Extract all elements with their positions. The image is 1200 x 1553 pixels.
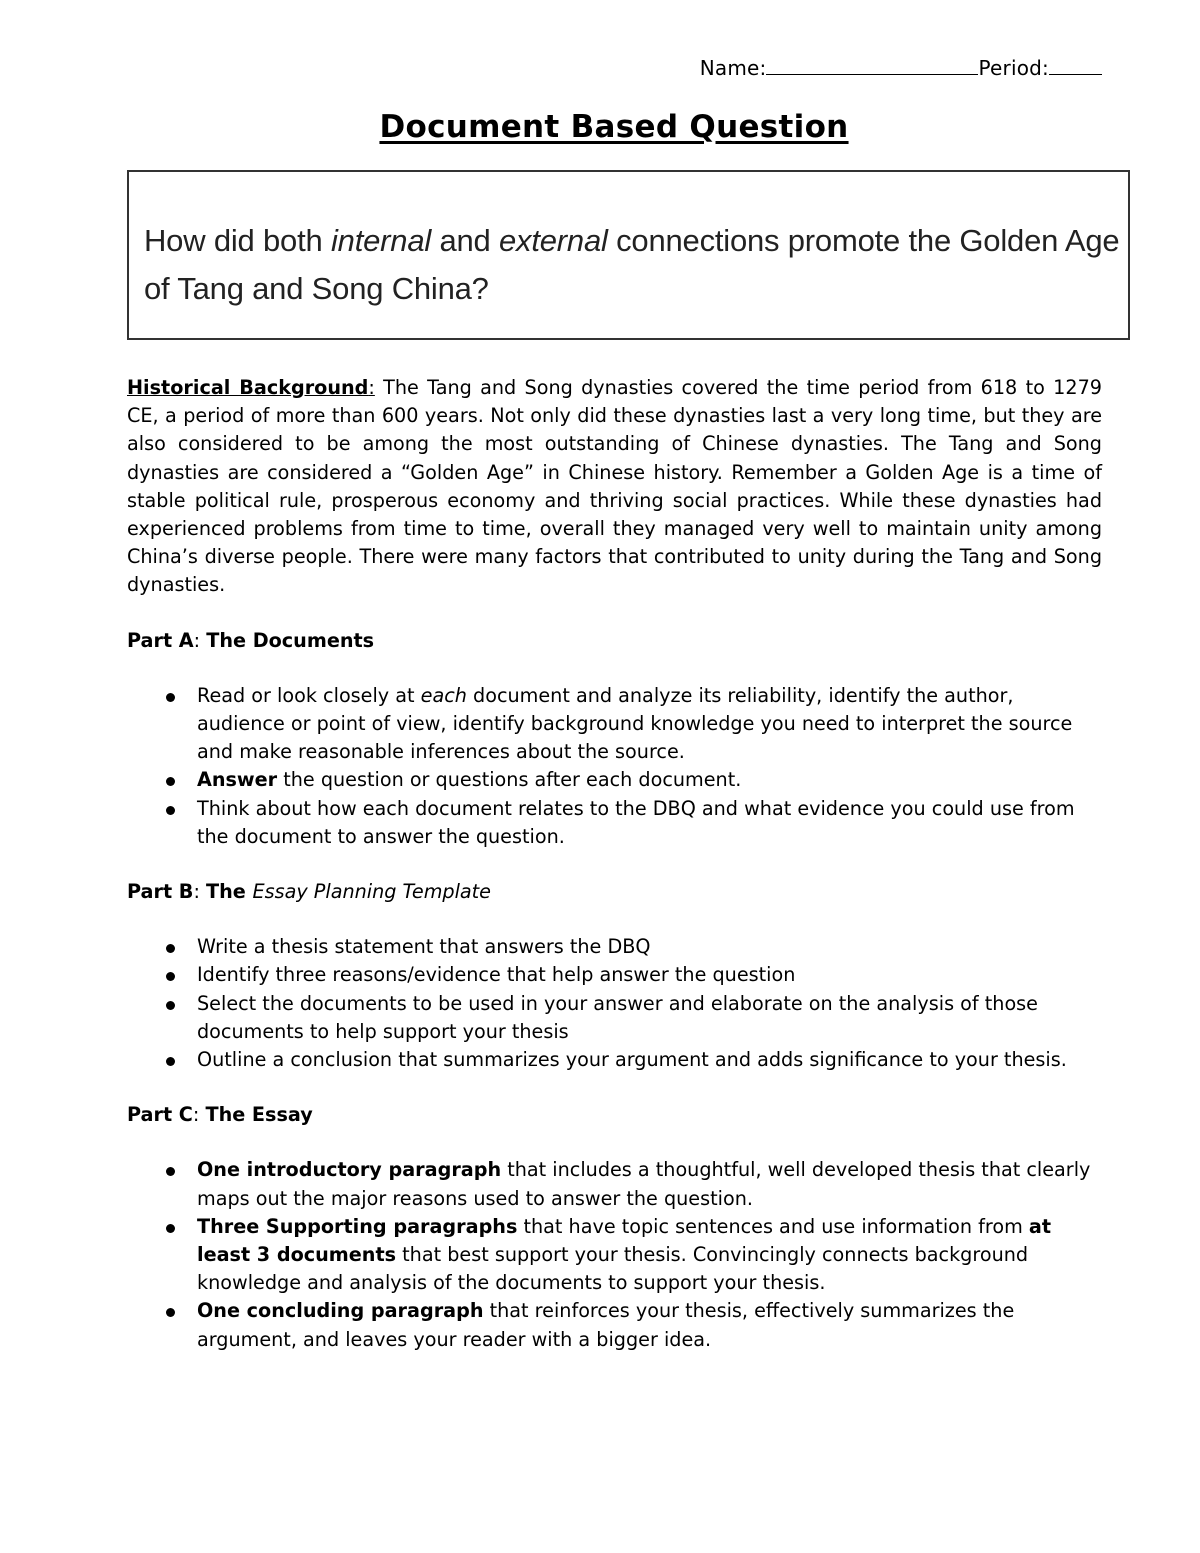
list-item: Outline a conclusion that summarizes your argument and adds significance to your thesis. — [197, 1046, 1102, 1074]
bullet-icon — [166, 806, 175, 815]
bullet-icon — [166, 1167, 175, 1176]
bullet-icon — [166, 693, 175, 702]
part-c-heading: Part C: The Essay — [127, 1103, 313, 1127]
part-a-heading: Part A: The Documents — [127, 628, 375, 652]
list-item: Read or look closely at each document and analyze its reliability, identify the author, audience or point of view, identify background knowledge you need to interpret the source and make reasonable inferences about the source. — [197, 682, 1102, 767]
historical-background: Historical Background: The Tang and Song dynasties covered the time period from 618 to 1279 CE, a period of more than 600 years. Not only did these dynasties last a very long time, but they are also considered to be among the most outstanding of Chinese dynasties. The Tang and Song dynasties are considered a “Golden Age” in Chinese history. Remember a Golden Age is a time of stable political rule, prosperous economy and thriving social practices. While these dynasties had experienced problems from time to time, overall they managed very well to maintain unity among China’s diverse people. There were many factors that contributed to unity during the Tang and Song dynasties. — [127, 376, 1102, 597]
background-label: Historical Background — [127, 376, 369, 399]
question-box — [127, 170, 1130, 340]
instructions-body — [127, 374, 1102, 1354]
background-text: The Tang and Song dynasties covered the time period from 618 to 1279 CE, a period of more than 600 years. Not only did these dynasties last a very long time, but they are also considered to be among the most outstanding of Chinese dynasties. The Tang and Song dynasties are considered a “Golden Age” in Chinese history. Remember a Golden Age is a time of stable political rule, prosperous economy and thriving social practices. While these dynasties had experienced problems from time to time, overall they managed very well to maintain unity among China’s diverse people. There were many factors that contributed to unity during the Tang and Song dynasties. — [127, 376, 1102, 597]
question-text: How did both internal and external connections promote the Golden Age of Tang and Song China? — [144, 223, 1120, 306]
bullet-icon — [166, 1001, 175, 1010]
bullet-icon — [166, 944, 175, 953]
bullet-icon — [166, 1057, 175, 1066]
bullet-icon — [166, 777, 175, 786]
name-blank[interactable] — [766, 56, 978, 75]
bullet-icon — [166, 972, 175, 981]
name-label: Name: — [699, 56, 767, 80]
part-a-list — [127, 682, 1102, 851]
list-item: Select the documents to be used in your answer and elaborate on the analysis of those documents to help support your thesis — [197, 990, 1102, 1046]
list-item: Think about how each document relates to the DBQ and what evidence you could use from the document to answer the question. — [197, 795, 1102, 851]
period-blank[interactable] — [1049, 56, 1102, 75]
internal-emphasis: internal — [330, 223, 432, 258]
part-b-list — [127, 933, 1102, 1074]
list-item: Answer the question or questions after each document. — [197, 766, 1102, 794]
list-item: Three Supporting paragraphs that have topic sentences and use information from at least 3 documents that best support your thesis. Convincingly connects background knowledge and analysis of the documents to support your thesis. — [197, 1213, 1102, 1298]
bullet-icon — [166, 1308, 175, 1317]
list-item: Write a thesis statement that answers the DBQ — [197, 933, 1102, 961]
page-title: Document Based Question — [379, 109, 849, 145]
list-item: One introductory paragraph that includes a thoughtful, well developed thesis that clearly maps out the major reasons used to answer the question. — [197, 1156, 1102, 1212]
list-item: Identify three reasons/evidence that help answer the question — [197, 961, 1102, 989]
list-item: One concluding paragraph that reinforces your thesis, effectively summarizes the argument, and leaves your reader with a bigger idea. — [197, 1297, 1102, 1353]
name-period-line — [700, 56, 1102, 80]
external-emphasis: external — [499, 223, 608, 258]
bullet-icon — [166, 1224, 175, 1233]
part-b-heading: Part B: The Essay Planning Template — [127, 880, 491, 904]
part-c-list — [127, 1156, 1102, 1353]
period-label: Period: — [978, 56, 1049, 80]
